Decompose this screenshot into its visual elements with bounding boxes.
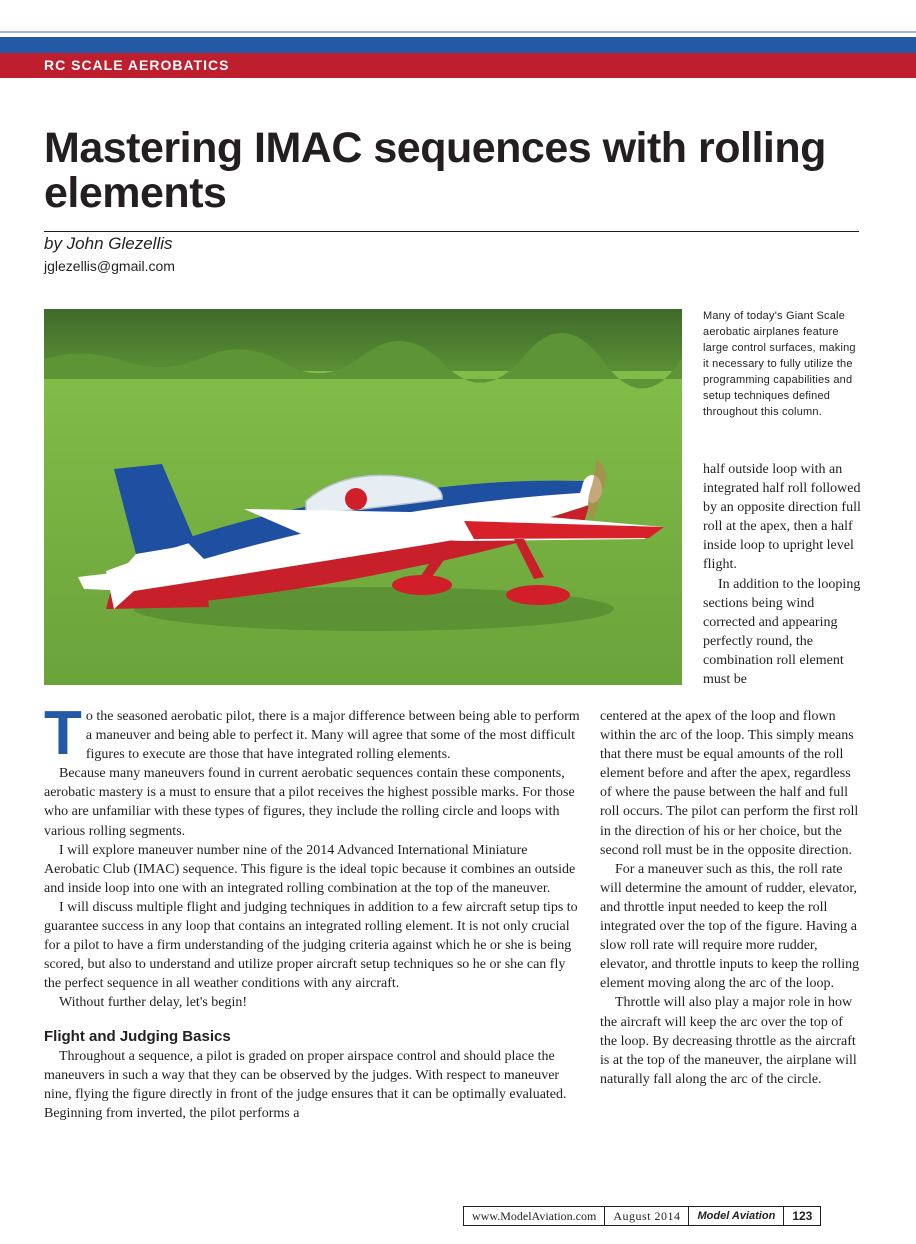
paragraph: I will discuss multiple flight and judging techniques in addition to a few aircraft setup tips to guarantee success in any loop that contains an integrated rolling element. It is not only crucial for a pilot to have a firm understanding of the judging criteria against which he or she is being scored, but also to understand and utilize proper aircraft setup techniques so he or she can fly the perfect sequence in all weather conditions with any aircraft.	[44, 899, 578, 992]
footer-date: August 2014	[605, 1207, 689, 1225]
paragraph: Without further delay, let's begin!	[59, 995, 248, 1011]
airplane-photo	[44, 309, 682, 685]
section-subhead: Flight and Judging Basics	[44, 1027, 231, 1045]
paragraph: half outside loop with an integrated half roll followed by an opposite direction full roll at the apex, then a half inside loop to upright level flight.	[703, 462, 861, 573]
section-label: RC SCALE AEROBATICS	[0, 53, 916, 78]
left-column	[44, 699, 582, 1123]
header-blue-band	[0, 37, 916, 53]
paragraph: In addition to the looping sections being wind corrected and appearing perfectly round, the combination roll element must be	[703, 576, 861, 688]
footer-url[interactable]: www.ModelAviation.com	[464, 1207, 605, 1225]
intro-paragraph	[44, 699, 582, 768]
title-divider	[44, 231, 859, 232]
page-number: 123	[792, 1209, 813, 1223]
author-byline: by John Glezellis	[44, 234, 173, 253]
paragraph: For a maneuver such as this, the roll rate will determine the amount of rudder, elevator, and throttle input needed to keep the roll integrated over the top of the figure. Having a slow roll rate will require more rudder, elevator, and throttle inputs to keep the rolling element moving along the arc of the loop.	[600, 861, 860, 992]
top-rule	[0, 31, 916, 33]
article-title: Mastering IMAC sequences with rolling elements	[44, 124, 826, 217]
photo-caption: Many of today's Giant Scale aerobatic airplanes feature large control surfaces, making it necessary to fully utilize the programming capabilities and setup techniques defined throughout this column.	[703, 310, 856, 418]
paragraph: Throughout a sequence, a pilot is graded on proper airspace control and should place the maneuvers in such a way that they can be observed by the judges. With respect to maneuver nine, flying the figure directly in front of the judge ensures that it can be optimally evaluated. Beginning from inverted, the pilot performs a	[44, 1048, 567, 1121]
right-column-main	[600, 707, 862, 1089]
right-column-top	[703, 460, 861, 689]
paragraph: Throttle will also play a major role in how the aircraft will keep the arc over the top of the loop. By decreasing throttle as the aircraft is at the top of the maneuver, the airplane will naturally fall along the arc of the circle.	[600, 995, 857, 1087]
intro-text: o the seasoned aerobatic pilot, there is a major difference between being able to perform a maneuver and being able to perfect it. Many will agree that some of the most difficult figures to execute are those that have integrated rolling elements.	[85, 709, 580, 763]
author-email: jglezellis@gmail.com	[44, 258, 175, 274]
page-footer	[463, 1206, 821, 1226]
paragraph: Because many maneuvers found in current aerobatic sequences contain these components, aerobatic mastery is a must to ensure that a pilot receives the highest possible marks. For those who are unfamiliar with these types of figures, they include the rolling circle and loops with various rolling segments.	[44, 766, 575, 839]
paragraph: I will explore maneuver number nine of the 2014 Advanced International Miniature Aerobatic Club (IMAC) sequence. This figure is the ideal topic because it combines an outside and inside loop into one with an integrated rolling combination at the top of the maneuver.	[44, 842, 576, 896]
footer-magazine: Model Aviation	[689, 1207, 784, 1225]
drop-cap: T	[44, 699, 82, 768]
paragraph: centered at the apex of the loop and flown within the arc of the loop. This simply means that there must be equal amounts of the roll element before and after the apex, regardless of where the pause between the half and full roll occurs. The pilot can perform the first roll in the direction of his or her choice, but the second roll must be in the opposite direction.	[600, 709, 859, 858]
